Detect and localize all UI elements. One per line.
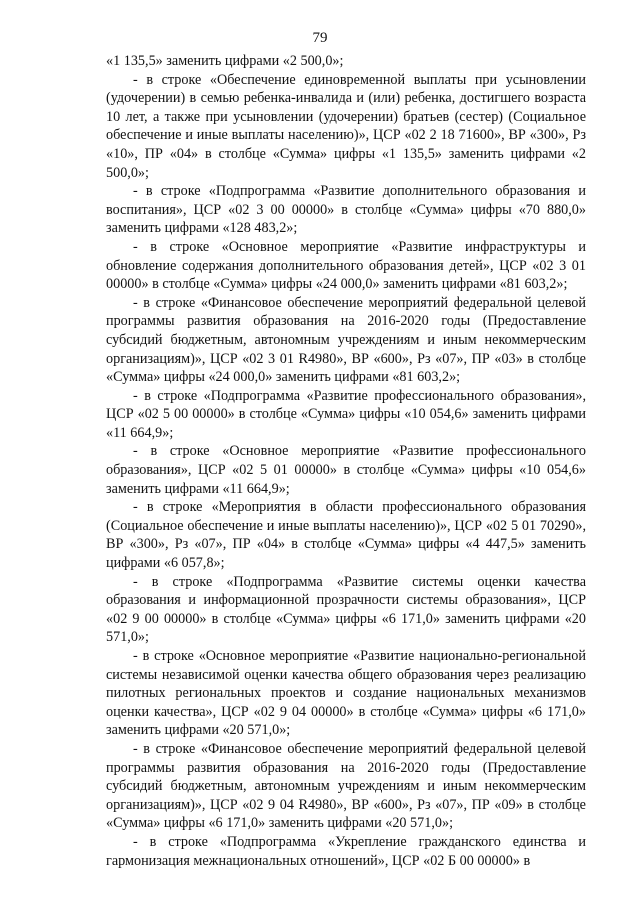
paragraph: - в строке «Финансовое обеспечение мероприятий федеральной целевой программы развития образования на 2016-2020 годы (Предоставление субсидий бюджетным, автономным учреждениям и иным некоммерческим организациям)», ЦСР «02 3 01 R4980», ВР «600», Рз «07», ПР «03» в столбце «Сумма» цифры «24 000,0» заменить цифрами «81 603,2»; [106,294,586,386]
paragraph: - в строке «Основное мероприятие «Развитие профессионального образования», ЦСР «02 5 01 00000» в столбце «Сумма» цифры «10 054,6» заменить цифрами «11 664,9»; [106,443,586,497]
paragraph: - в строке «Основное мероприятие «Развитие национально-региональной системы независимой оценки качества общего образования через реализацию пилотных региональных проектов и создание национальных механизмов оценки качества», ЦСР «02 9 04 00000» в столбце «Сумма» цифры «6 171,0» заменить цифрами «20 571,0»; [106,648,586,739]
paragraph: - в строке «Подпрограмма «Развитие дополнительного образования и воспитания», ЦСР «02 3 00 00000» в столбце «Сумма» цифры «70 880,0» заменить цифрами «128 483,2»; [106,183,586,237]
paragraph: - в строке «Обеспечение единовременной выплаты при усыновлении (удочерении) в семью ребенка-инвалида и (или) ребенка, достигшего возраста 10 лет, а также при усыновлении (удочерении) братьев (сестер) (Социальное обеспечение и иные выплаты населению)», ЦСР «02 2 18 71600», ВР «300», Рз «10», ПР «04» в столбце «Сумма» цифры «1 135,5» заменить цифрами «2 500,0»; [106,71,586,181]
page-number: 79 [312,30,328,46]
paragraph: - в строке «Подпрограмма «Укрепление гражданского единства и гармонизация межнациональных отношений», ЦСР «02 Б 00 00000» в [106,833,586,869]
document-body [106,52,586,870]
paragraph: - в строке «Основное мероприятие «Развитие инфраструктуры и обновление содержания дополнительного образования детей», ЦСР «02 3 01 00000» в столбце «Сумма» цифры «24 000,0» заменить цифрами «81 603,2»; [106,238,586,293]
paragraph: - в строке «Подпрограмма «Развитие профессионального образования», ЦСР «02 5 00 00000» в столбце «Сумма» цифры «10 054,6» заменить цифрами «11 664,9»; [106,387,586,441]
paragraph: - в строке «Мероприятия в области профессионального образования (Социальное обеспечение и иные выплаты населению)», ЦСР «02 5 01 70290», ВР «300», Рз «07», ПР «04» в столбце «Сумма» цифры «4 447,5» заменить цифрами «6 057,8»; [106,499,586,572]
paragraph: «1 135,5» заменить цифрами «2 500,0»; [106,53,344,69]
paragraph: - в строке «Подпрограмма «Развитие системы оценки качества образования и информационной прозрачности системы образования», ЦСР «02 9 00 00000» в столбце «Сумма» цифры «6 171,0» заменить цифрами «20 571,0»; [106,573,586,646]
paragraph: - в строке «Финансовое обеспечение мероприятий федеральной целевой программы развития образования на 2016-2020 годы (Предоставление субсидий бюджетным, автономным учреждениям и иным некоммерческим организациям)», ЦСР «02 9 04 R4980», ВР «600», Рз «07», ПР «09» в столбце «Сумма» цифры «6 171,0» заменить цифрами «20 571,0»; [106,740,586,832]
